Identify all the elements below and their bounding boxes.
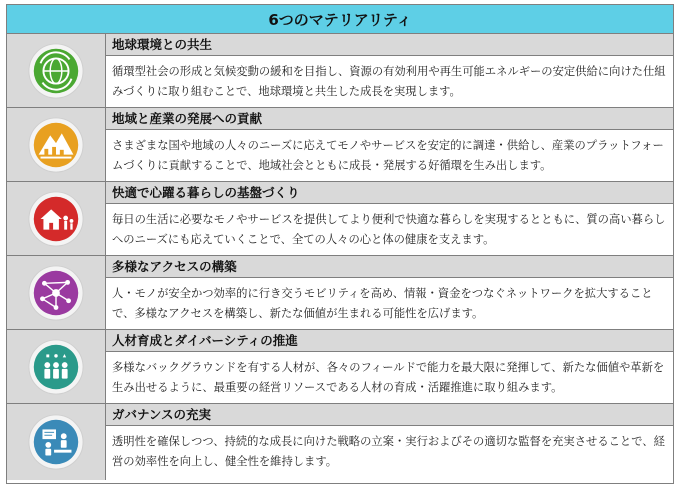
materiality-row: [7, 404, 673, 480]
icon-cell: [7, 34, 106, 107]
icon-cell: [7, 182, 106, 255]
row-heading: ガバナンスの充実: [106, 404, 673, 426]
icon-cell: [7, 256, 106, 329]
globe-recycle-icon: [27, 42, 85, 100]
table-title: 6つのマテリアリティ: [7, 5, 673, 34]
materiality-row: [7, 34, 673, 108]
materiality-row: [7, 256, 673, 330]
row-body: 透明性を確保しつつ、持続的な成長に向けた戦略の立案・実行およびその適切な監督を充実させることで、経営の効率性を向上し、健全性を維持します。: [112, 435, 665, 468]
people-group-icon: [27, 338, 85, 396]
row-heading: 人材育成とダイバーシティの推進: [106, 330, 673, 352]
row-body: 人・モノが安全かつ効率的に行き交うモビリティを高め、情報・資金をつなぐネットワークを拡大することで、多様なアクセスを構築し、新たな価値が生まれる可能性を広げます。: [112, 287, 653, 320]
row-heading: 快適で心躍る暮らしの基盤づくり: [106, 182, 673, 204]
materiality-row: [7, 108, 673, 182]
icon-cell: [7, 108, 106, 181]
row-heading: 多様なアクセスの構築: [106, 256, 673, 278]
row-body: 循環型社会の形成と気候変動の緩和を目指し、資源の有効利用や再生可能エネルギーの安定供給に向けた仕組みづくりに取り組むことで、地球環境と共生した成長を実現します。: [112, 65, 666, 98]
row-heading: 地球環境との共生: [106, 34, 673, 56]
materiality-table: [6, 4, 674, 484]
materiality-row: [7, 330, 673, 404]
icon-cell: [7, 404, 106, 480]
network-icon: [27, 264, 85, 322]
home-family-icon: [27, 190, 85, 248]
city-mountain-icon: [27, 116, 85, 174]
row-body: さまざまな国や地域の人々のニーズに応えてモノやサービスを安定的に調達・供給し、産業のプラットフォームづくりに貢献することで、地域社会とともに成長・発展する好循環を生み出します。: [112, 139, 664, 172]
icon-cell: [7, 330, 106, 403]
row-heading: 地域と産業の発展への貢献: [106, 108, 673, 130]
row-body: 多様なバックグラウンドを有する人材が、各々のフィールドで能力を最大限に発揮して、新たな価値や革新を生み出せるように、最重要の経営リソースである人材の育成・活躍推進に取り組みます。: [112, 361, 665, 394]
governance-meeting-icon: [27, 413, 85, 471]
row-body: 毎日の生活に必要なモノやサービスを提供してより便利で快適な暮らしを実現するとともに、質の高い暮らしへのニーズにも応えていくことで、全ての人々の心と体の健康を支えます。: [112, 213, 666, 246]
materiality-row: [7, 182, 673, 256]
